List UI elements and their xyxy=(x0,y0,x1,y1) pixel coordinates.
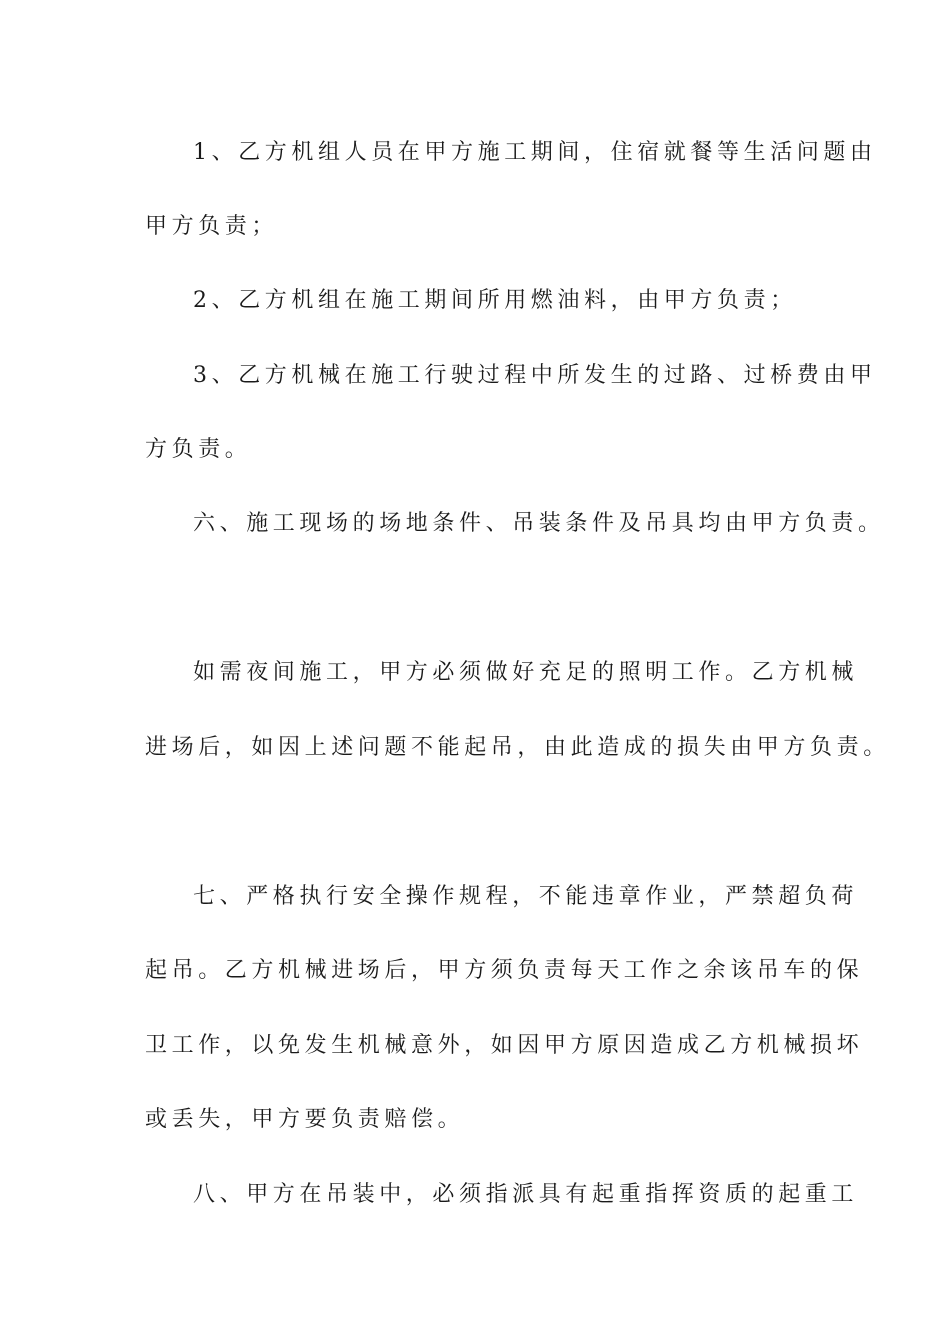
text-line: 起吊。乙方机械进场后，甲方须负责每天工作之余该吊车的保 xyxy=(145,958,864,983)
text-line: 方负责。 xyxy=(145,437,252,462)
text-line: 进场后，如因上述问题不能起吊，由此造成的损失由甲方负责。 xyxy=(145,735,890,760)
text-line: 3、乙方机械在施工行驶过程中所发生的过路、过桥费由甲 xyxy=(193,363,877,388)
text-line: 甲方负责； xyxy=(145,214,279,239)
text-line: 六、施工现场的场地条件、吊装条件及吊具均由甲方负责。 xyxy=(193,511,885,536)
text-line: 2、乙方机组在施工期间所用燃油料，由甲方负责； xyxy=(193,288,797,313)
text-line: 如需夜间施工，甲方必须做好充足的照明工作。乙方机械 xyxy=(193,660,859,685)
text-line: 七、严格执行安全操作规程，不能违章作业，严禁超负荷 xyxy=(193,884,859,909)
text-line: 卫工作，以免发生机械意外，如因甲方原因造成乙方机械损坏 xyxy=(145,1033,864,1058)
text-line: 1、乙方机组人员在甲方施工期间，住宿就餐等生活问题由 xyxy=(193,140,877,165)
text-line: 或丢失，甲方要负责赔偿。 xyxy=(145,1107,465,1132)
text-line: 八、甲方在吊装中，必须指派具有起重指挥资质的起重工 xyxy=(193,1182,859,1207)
